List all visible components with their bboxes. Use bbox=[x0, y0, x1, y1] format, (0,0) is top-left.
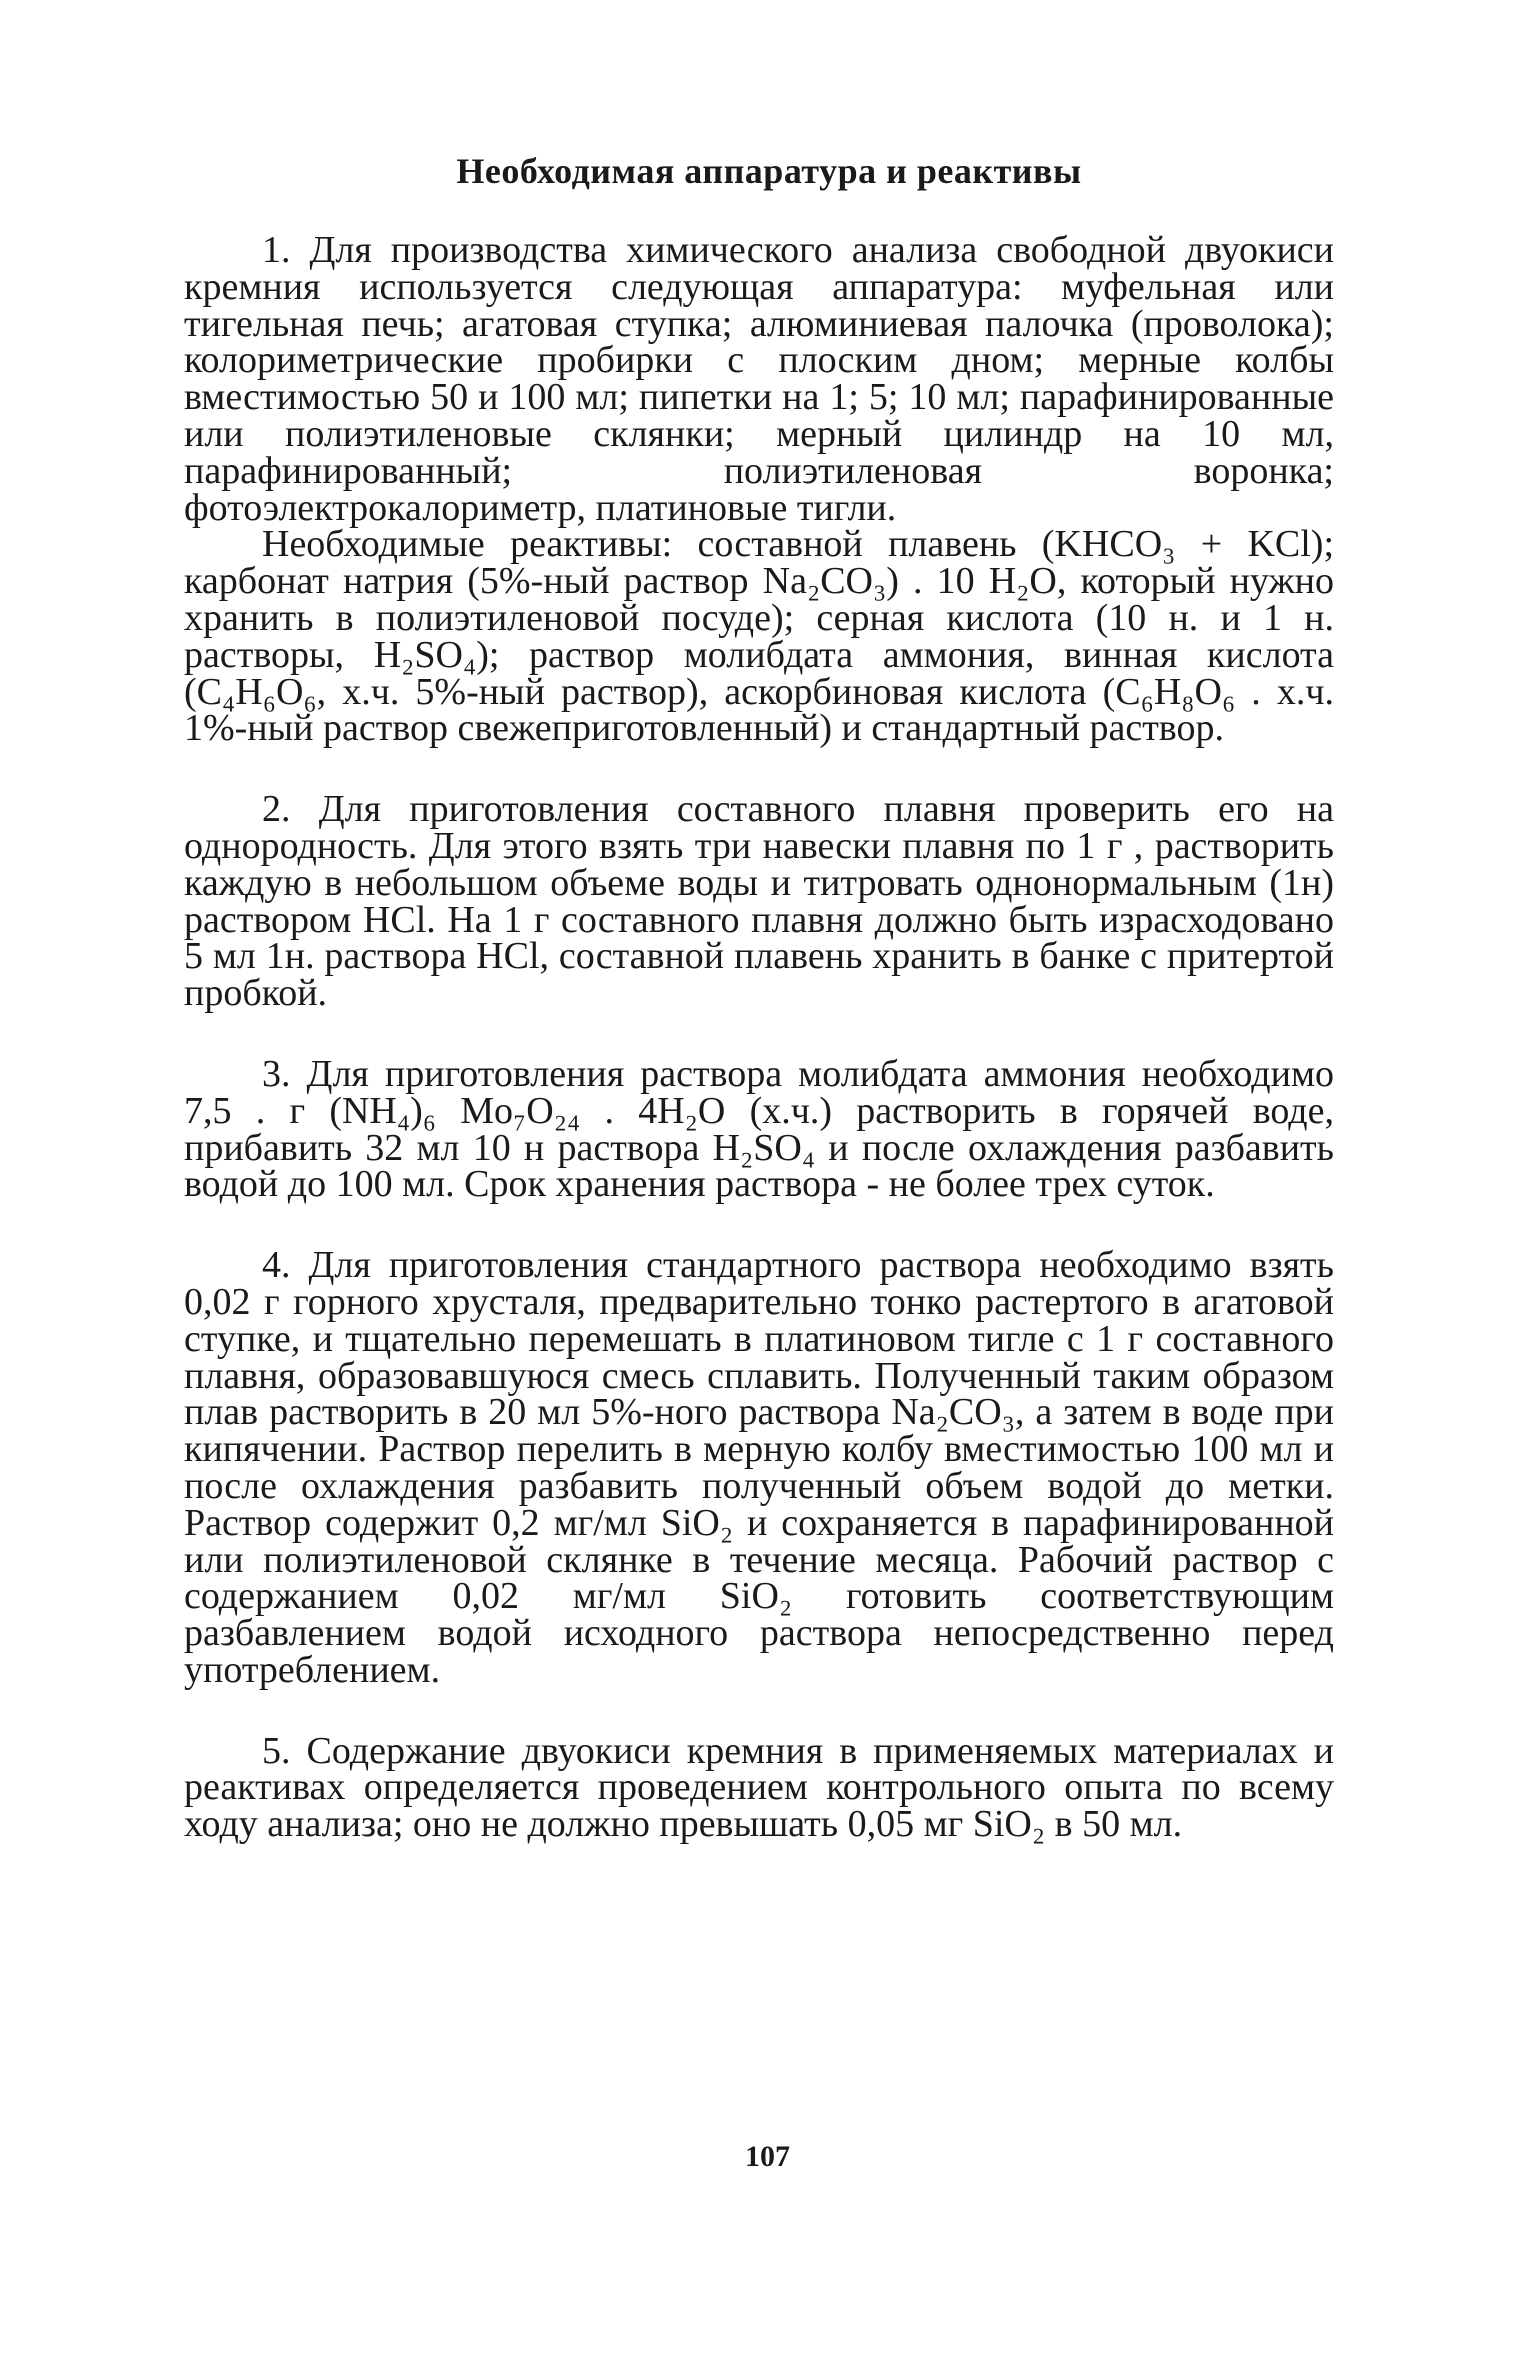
section-1 bbox=[184, 229, 1334, 750]
paragraph-5-control: 5. Содержание двуокиси кремния в применяемых материалах и реактивах определяется проведением контрольного опыта по всему ходу анализа; оно не должно превышать 0,05 мг SiO₂ в 50 мл. bbox=[184, 1729, 1334, 1846]
spacer bbox=[184, 1203, 1334, 1247]
section-4 bbox=[184, 1244, 1334, 1691]
paragraph-4-standard-solution: 4. Для приготовления стандартного раствора необходимо взять 0,02 г горного хрусталя, предварительно тонко растертого в агатовой ступке, и тщательно перемешать в платиновом тигле с 1 г составного плавня, образовавшуюся смесь сплавить. Полученный таким образом плав растворить в 20 мл 5%-ного раствора Na₂CO₃, а затем в воде при кипячении. Раствор перелить в мерную колбу вместимостью 100 мл и после охлаждения разбавить полученный объем водой до метки. Раствор содержит 0,2 мг/мл SiO₂ и сохраняется в парафинированной или полиэтиленовой склянке в течение месяца. Рабочий раствор с содержанием 0,02 мг/мл SiO₂ готовить соответствующим разбавлением водой исходного раствора непосредственно перед употреблением. bbox=[184, 1244, 1334, 1691]
paragraph-2-flux: 2. Для приготовления составного плавня проверить его на однородность. Для этого взять три навески плавня по 1 г , растворить каждую в небольшом объеме воды и титровать однонормальным (1н) раствором HCl. На 1 г составного плавня должно быть израсходовано 5 мл 1н. раствора HCl, составной плавень хранить в банке с притертой пробкой. bbox=[184, 788, 1334, 1015]
section-3 bbox=[184, 1052, 1334, 1206]
page-heading: Необходимая аппаратура и реактивы bbox=[456, 151, 1082, 191]
document-page bbox=[184, 150, 1334, 1846]
spacer bbox=[184, 747, 1334, 791]
paragraph-1-reagents: Необходимые реактивы: составной плавень (KHCO₃ + KCl); карбонат натрия (5%-ный раствор Na₂CO₃) . 10 H₂O, который нужно хранить в полиэтиленовой посуде); серная кислота (10 н. и 1 н. растворы, H₂SO₄); раствор молибдата аммония, винная кислота (C₄H₆O₆, х.ч. 5%-ный раствор), аскорбиновая кислота (C₆H₈O₆ . х.ч. 1%-ный раствор свежеприготовленный) и стандартный раствор. bbox=[184, 523, 1334, 750]
paragraph-3-molybdate: 3. Для приготовления раствора молибдата аммония необходимо 7,5 . г (NH₄)₆ Mo₇O₂₄ . 4H₂O (х.ч.) растворить в горячей воде, прибавить 32 мл 10 н раствора H₂SO₄ и после охлаждения разбавить водой до 100 мл. Срок хранения раствора - не более трех суток. bbox=[184, 1052, 1334, 1206]
section-5 bbox=[184, 1729, 1334, 1846]
paragraph-1-apparatus: 1. Для производства химического анализа свободной двуокиси кремния используется следующая аппаратура: муфельная или тигельная печь; агатовая ступка; алюминиевая палочка (проволока); колориметрические пробирки с плоским дном; мерные колбы вместимостью 50 и 100 мл; пипетки на 1; 5; 10 мл; парафинированные или полиэтиленовые склянки; мерный цилиндр на 10 мл, парафинированный; полиэтиленовая воронка; фотоэлектрокалориметр, платиновые тигли. bbox=[184, 229, 1334, 529]
section-2 bbox=[184, 788, 1334, 1015]
page-number: 107 bbox=[745, 2140, 790, 2173]
spacer bbox=[184, 1689, 1334, 1733]
spacer bbox=[184, 1012, 1334, 1056]
